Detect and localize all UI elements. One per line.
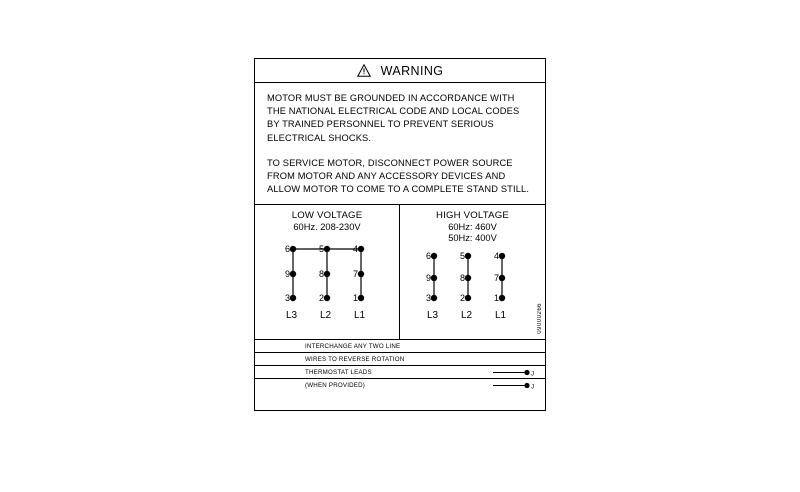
high-voltage-subtitle-1: 60Hz: 460V [448,221,497,232]
high-voltage-subtitle-2: 50Hz: 400V [448,233,497,244]
note-row-thermostat-leads [255,366,545,379]
warning-paragraph-grounding: MOTOR MUST BE GROUNDED IN ACCORDANCE WITH THE NATIONAL ELECTRICAL CODE AND LOCAL CODES BY TRAINED PERSONNEL TO PREVENT SERIOUS ELECTRICAL SHOCKS. [267,93,520,143]
svg-text:3: 3 [426,292,432,303]
note-interchange-text: INTERCHANGE ANY TWO LINE [305,342,401,350]
part-number-code: 09000266 [537,302,543,334]
svg-text:5: 5 [460,250,466,261]
svg-text:L2: L2 [320,310,332,322]
high-voltage-wiring-diagram [400,248,545,336]
svg-text:1: 1 [353,293,359,304]
svg-text:7: 7 [353,269,359,280]
warning-title: WARNING [380,63,444,78]
svg-text:8: 8 [460,272,466,283]
motor-nameplate-label [254,58,546,411]
svg-text:J: J [531,371,534,378]
note-row-reverse-rotation [255,353,545,366]
svg-text:6: 6 [285,244,291,255]
svg-text:L3: L3 [427,309,439,321]
warning-paragraph-service: TO SERVICE MOTOR, DISCONNECT POWER SOURCE FROM MOTOR AND ANY ACCESSORY DEVICES AND ALLOW MOTOR TO COME TO A COMPLETE STAND STILL. [267,157,530,195]
note-when-provided-text: (WHEN PROVIDED) [305,382,366,390]
warning-header [255,59,545,83]
panel-low-voltage [255,205,400,339]
svg-text:9: 9 [285,269,291,280]
svg-text:5: 5 [319,244,325,255]
svg-text:3: 3 [285,293,291,304]
warning-triangle-icon [357,64,371,77]
svg-text:7: 7 [494,272,500,283]
svg-text:L1: L1 [495,309,507,321]
voltage-connection-panels [255,205,545,340]
svg-text:8: 8 [319,269,325,280]
svg-text:9: 9 [426,272,432,283]
svg-text:J: J [531,384,534,391]
high-voltage-title: HIGH VOLTAGE [436,210,509,222]
svg-text:2: 2 [460,292,466,303]
warning-body [255,83,545,205]
note-thermostat-leads-text: THERMOSTAT LEADS [305,368,372,376]
thermostat-lead-symbol-icon [493,366,539,379]
svg-text:6: 6 [426,250,432,261]
note-row-interchange [255,340,545,353]
svg-text:L3: L3 [286,310,298,322]
svg-text:1: 1 [494,292,500,303]
low-voltage-wiring-diagram [255,236,399,324]
panel-high-voltage [400,205,545,339]
svg-text:4: 4 [353,244,359,255]
svg-text:2: 2 [319,293,325,304]
svg-text:L2: L2 [461,309,473,321]
note-row-when-provided [255,379,545,392]
note-reverse-rotation-text: WIRES TO REVERSE ROTATION [305,355,405,363]
thermostat-lead-symbol-icon-2 [493,379,539,392]
low-voltage-title: LOW VOLTAGE [291,210,363,222]
low-voltage-subtitle-1: 60Hz. 208-230V [293,221,361,232]
svg-text:4: 4 [494,250,500,261]
svg-text:L1: L1 [354,310,366,322]
